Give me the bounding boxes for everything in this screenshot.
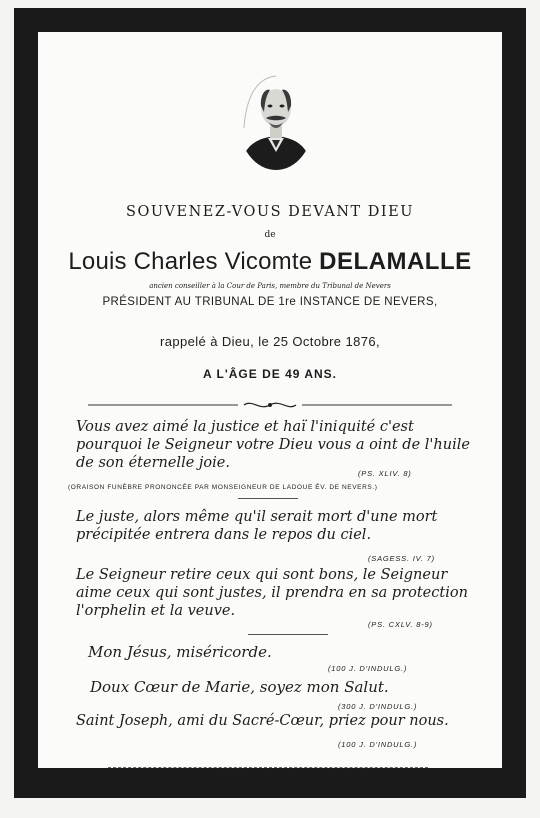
- quote-juste: Le juste, alors même qu'il serait mort d'une mort précipitée entrera dans le repos du ciel.: [76, 509, 438, 543]
- printer-footer: IMP. BOUASSE LEBEL 10 ET 29 R. ST SULPICE PARIS: [165, 771, 375, 777]
- prayer-jesus: Mon Jésus, miséricorde.: [88, 643, 272, 661]
- prayer-joseph-indulgence: (100 J. D'INDULG.): [338, 740, 418, 749]
- name-surname: DELAMALLE: [319, 248, 472, 275]
- prayer-marie: Doux Cœur de Marie, soyez mon Salut.: [90, 678, 389, 696]
- quote-seigneur: Le Seigneur retire ceux qui sont bons, le Seigneur aime ceux qui sont justes, il prendra en sa protection l'orphelin et la veuve.: [76, 567, 468, 619]
- portrait-image: [236, 68, 316, 172]
- prayer-marie-indulgence: (300 J. D'INDULG.): [338, 702, 418, 711]
- quote-juste-reference: (SAGESS. IV. 7): [368, 554, 435, 563]
- mourning-card-frame: [14, 8, 526, 798]
- prayer-joseph: Saint Joseph, ami du Sacré-Cœur, priez pour nous.: [76, 713, 449, 729]
- footer-rule: [108, 767, 428, 768]
- short-rule: [248, 634, 328, 635]
- age-line: A L'ÂGE DE 49 ANS.: [203, 367, 337, 381]
- ornamental-divider-icon: [88, 400, 452, 410]
- oraison-note: (ORAISON FUNÈBRE PRONONCÉE PAR MONSEIGNEUR DE LADOUE ÉV. DE NEVERS.): [68, 484, 378, 491]
- name-given: Louis Charles Vicomte: [68, 248, 313, 275]
- deceased-name: [38, 248, 502, 276]
- quote-justice-reference: (PS. XLIV. 8): [358, 469, 412, 478]
- quote-seigneur-reference: (PS. CXLV. 8-9): [368, 620, 433, 629]
- position-line: PRÉSIDENT AU TRIBUNAL DE 1re INSTANCE DE NEVERS,: [102, 296, 438, 308]
- short-rule: [238, 498, 298, 499]
- card-paper: [38, 32, 502, 777]
- heading-de: de: [264, 230, 276, 240]
- subtitle-handwritten: ancien conseiller à la Cour de Paris, membre du Tribunal de Nevers: [149, 282, 391, 290]
- prayer-jesus-indulgence: (100 J. D'INDULG.): [328, 664, 408, 673]
- heading-souvenez: SOUVENEZ-VOUS DEVANT DIEU: [126, 204, 414, 220]
- death-date-line: rappelé à Dieu, le 25 Octobre 1876,: [160, 334, 380, 349]
- quote-justice: Vous avez aimé la justice et haï l'iniquité c'est pourquoi le Seigneur votre Dieu vous a oint de l'huile de son éternelle joie.: [76, 419, 470, 471]
